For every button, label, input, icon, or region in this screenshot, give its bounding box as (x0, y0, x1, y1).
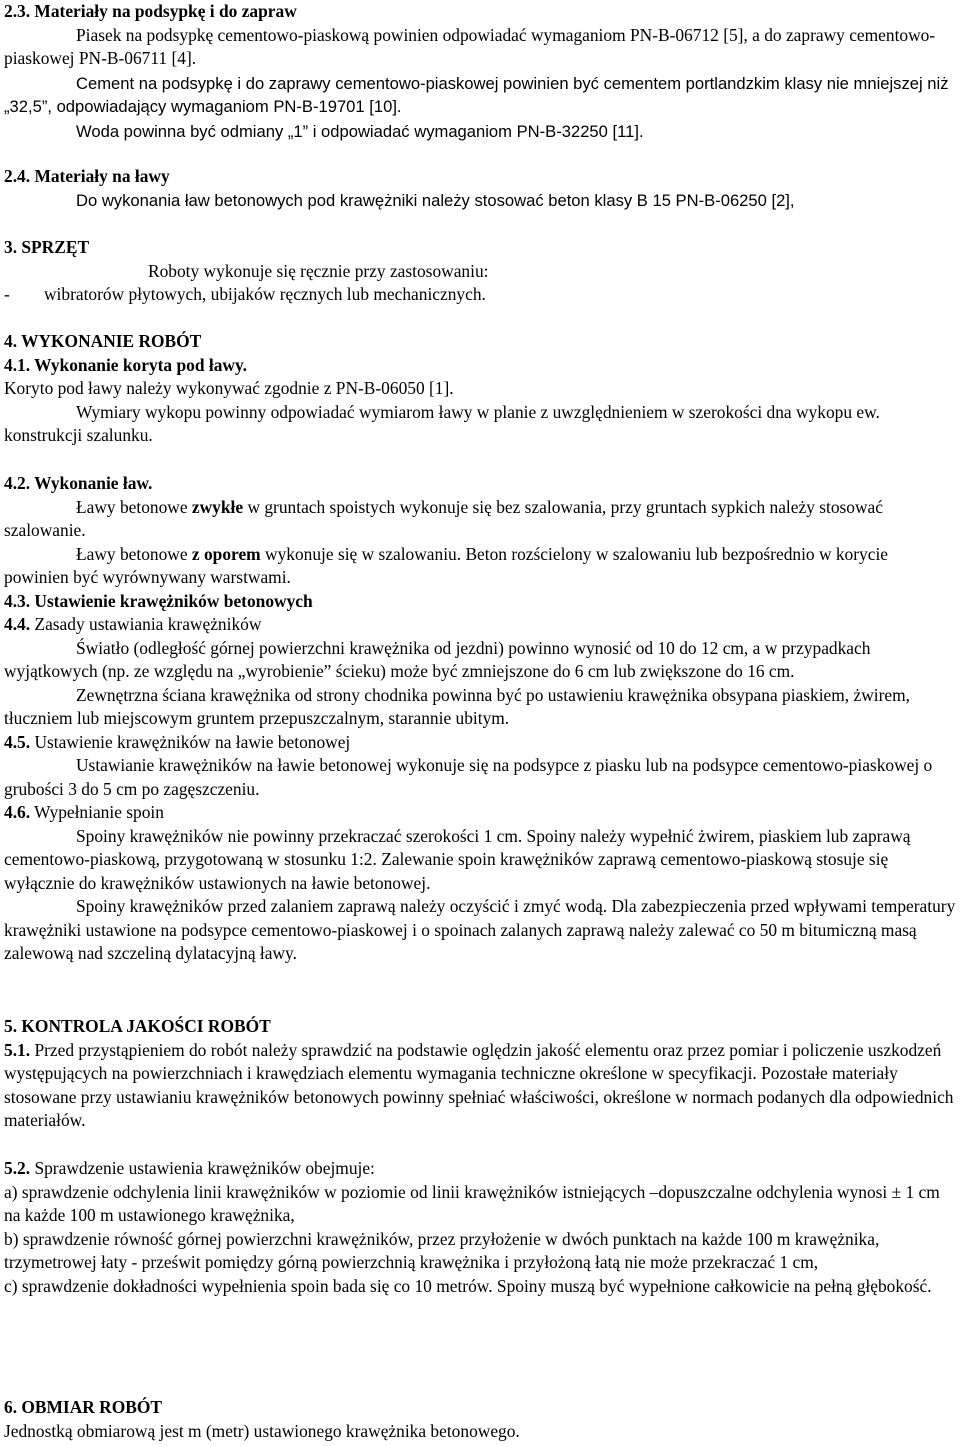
paragraph (4, 543, 956, 590)
list-item-c: c) sprawdzenie dokładności wypełnienia spoin bada się co 10 metrów. Spoiny muszą być wypełnione całkowicie na pełną głębokość. (4, 1275, 932, 1296)
paragraph: Piasek na podsypkę cementowo-piaskową powinien odpowiadać wymaganiom PN-B-06712 [5], a do zaprawy cementowo-piaskowej PN-B-06711 [4]. (4, 24, 936, 68)
section-6 (4, 1396, 956, 1443)
list-item-b: b) sprawdzenie równość górnej powierzchni krawężników, przez przyłożenie w dwóch punktach na każde 100 m krawężnika, trzymetrowej łaty - prześwit pomiędzy górną powierzchnią krawężnika i przyłożoną łatą nie może przekraczać 1 cm, (4, 1228, 880, 1272)
text: wykonuje się w szalowaniu. Beton rozścielony w szalowaniu lub bezpośrednio w korycie powinien być wyrównywany warstwami. (4, 543, 889, 587)
section-4-2 (4, 472, 956, 966)
heading-3: 3. SPRZĘT (4, 237, 90, 257)
heading-number: 5.2. (4, 1158, 31, 1178)
heading-5: 5. KONTROLA JAKOŚCI ROBÓT (4, 1016, 271, 1036)
paragraph: Spoiny krawężników nie powinny przekraczać szerokości 1 cm. Spoiny należy wypełnić żwirem, piaskiem lub zaprawą cementowo-piaskową, przygotowaną w stosunku 1:2. Zalewanie spoin krawężników zaprawą cementowo-piaskową stosuje się wyłącznie do krawężników ustawionych na ławie betonowej. (4, 825, 911, 893)
heading-6: 6. OBMIAR ROBÓT (4, 1397, 162, 1417)
paragraph (4, 1039, 956, 1133)
list-item (4, 283, 956, 307)
heading-text: Zasady ustawiania krawężników (30, 614, 262, 634)
heading-number: 4.6. (4, 802, 31, 822)
paragraph (4, 496, 956, 543)
heading-4-3: 4.3. Ustawienie krawężników betonowych (4, 590, 313, 611)
paragraph: Zewnętrzna ściana krawężnika od strony chodnika powinna być po ustawieniu krawężnika obsypana piaskiem, żwirem, tłuczniem lub miejscowym gruntem przepuszczalnym, starannie ubitym. (4, 684, 910, 728)
heading-4-4 (4, 613, 956, 637)
section-5-2 (4, 1157, 956, 1298)
emphasis: zwykłe (191, 496, 244, 517)
heading-4-1: 4.1. Wykonanie koryta pod ławy. (4, 354, 248, 375)
text: Ławy betonowe (76, 496, 192, 517)
paragraph: Jednostką obmiarową jest m (metr) ustawionego krawężnika betonowego. (4, 1420, 520, 1441)
text: Sprawdzenie ustawienia krawężników obejmuje: (30, 1158, 375, 1178)
text: Przed przystąpieniem do robót należy sprawdzić na podstawie oględzin jakość elementu oraz przez pomiar i policzenie uszkodzeń występujących na powierzchniach i krawędziach elementu wymagania techniczne określone w specyfikacji. Pozostałe materiały stosowane przy ustawianiu krawężników betonowych powinny spełniać właściwości, określone w normach podanych dla odpowiednich materiałów. (4, 1039, 954, 1130)
paragraph: Do wykonania ław betonowych pod krawężniki należy stosować beton klasy B 15 PN-B-06250 [2], (76, 190, 795, 210)
heading-text: Ustawienie krawężników na ławie betonowej (30, 731, 351, 752)
text: Ławy betonowe (76, 543, 192, 564)
paragraph: Woda powinna być odmiany „1” i odpowiadać wymaganiom PN-B-32250 [11]. (76, 121, 644, 141)
heading-4: 4. WYKONANIE ROBÓT (4, 331, 202, 351)
section-3 (4, 236, 956, 307)
heading-2-3: 2.3. Materiały na podsypkę i do zapraw (4, 1, 297, 21)
paragraph: Wymiary wykopu powinny odpowiadać wymiarom ławy w planie z uwzględnieniem w szerokości dna wykopu ew. konstrukcji szalunku. (4, 401, 880, 445)
paragraph: Cement na podsypkę i do zaprawy cementowo-piaskowej powinien być cementem portlandzkim klasy nie mniejszej niż „32,5”, odpowiadający wymaganiom PN-B-19701 [10]. (4, 73, 949, 116)
paragraph (4, 1157, 956, 1181)
paragraph: Roboty wykonuje się ręcznie przy zastosowaniu: (148, 260, 489, 281)
section-2-3 (4, 0, 956, 143)
heading-number: 2.4. (4, 166, 31, 186)
list-item-text: wibratorów płytowych, ubijaków ręcznych lub mechanicznych. (44, 284, 486, 304)
dash-marker: - (4, 284, 10, 304)
paragraph: Ustawianie krawężników na ławie betonowej wykonuje się na podsypce z piasku lub na podsypce cementowo-piaskowej o grubości 3 do 5 cm po zagęszczeniu. (4, 755, 933, 799)
emphasis: z oporem (191, 543, 261, 564)
heading-4-6 (4, 801, 956, 825)
heading-number: 4.5. (4, 731, 31, 752)
heading-text: Materiały na ławy (30, 166, 170, 186)
list-item-a: a) sprawdzenie odchylenia linii krawężników w poziomie od linii krawężników istniejących –dopuszczalne odchylenia wynosi ± 1 cm na każde 100 m ustawionego krawężnika, (4, 1181, 940, 1225)
paragraph: Światło (odległość górnej powierzchni krawężnika od jezdni) powinno wynosić od 10 do 12 cm, a w przypadkach wyjątkowych (np. ze względu na „wyrobienie” ścieku) może być zmniejszone do 6 cm lub zwiększone do 16 cm. (4, 637, 871, 681)
section-4 (4, 330, 956, 448)
paragraph: Koryto pod ławy należy wykonywać zgodnie z PN-B-06050 [1]. (4, 378, 454, 398)
paragraph: Spoiny krawężników przed zalaniem zaprawą należy oczyścić i zmyć wodą. Dla zabezpieczenia przed wpływami temperatury krawężniki ustawione na podsypce cementowo-piaskowej i o spoinach zalanych zaprawą należy zalewać co 50 m bitumiczną masą zalewową nad szczeliną dylatacyjną ławy. (4, 896, 956, 963)
heading-4-5 (4, 731, 956, 755)
heading-number: 5.1. (4, 1039, 31, 1060)
section-2-4 (4, 165, 956, 212)
heading-text: Wypełnianie spoin (30, 802, 164, 822)
heading-number: 4.4. (4, 614, 31, 634)
heading-4-2: 4.2. Wykonanie ław. (4, 473, 153, 493)
section-5 (4, 1015, 956, 1133)
heading-2-4 (4, 165, 956, 189)
text: w gruntach spoistych wykonuje się bez szalowania, przy gruntach sypkich należy stosować szalowanie. (4, 496, 883, 540)
